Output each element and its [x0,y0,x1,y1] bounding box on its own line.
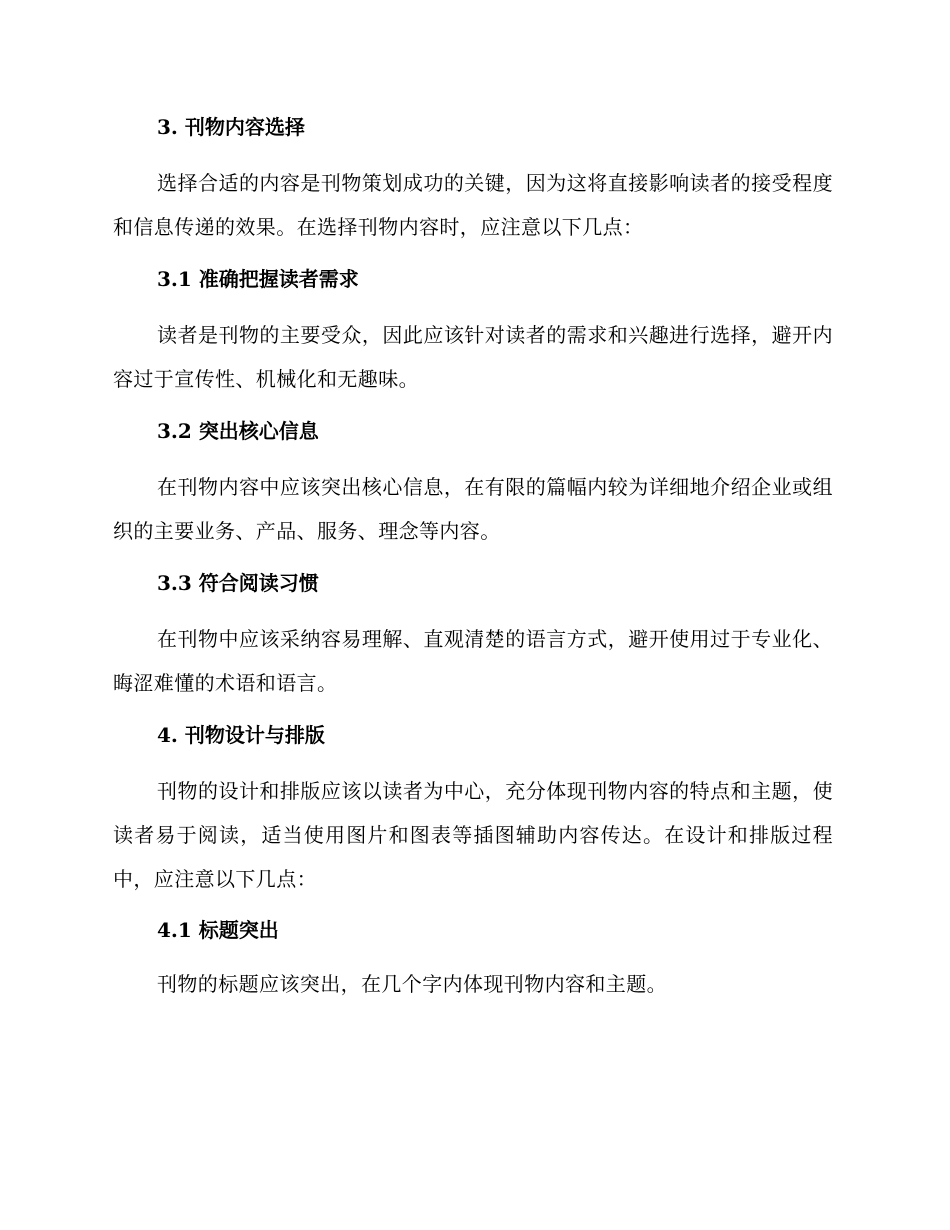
section-paragraph: 选择合适的内容是刊物策划成功的关键，因为这将直接影响读者的接受程度和信息传递的效果。在选择刊物内容时，应注意以下几点： [113,171,833,239]
section-heading: 3.3 符合阅读习惯 [157,571,319,595]
section-paragraph: 刊物的标题应该突出，在几个字内体现刊物内容和主题。 [157,972,667,996]
section-paragraph: 在刊物中应该采纳容易理解、直观清楚的语言方式，避开使用过于专业化、晦涩难懂的术语和语言。 [113,627,833,695]
section-heading: 4.1 标题突出 [157,918,279,942]
section-paragraph: 刊物的设计和排版应该以读者为中心，充分体现刊物内容的特点和主题，使读者易于阅读，适当使用图片和图表等插图辅助内容传达。在设计和排版过程中，应注意以下几点： [113,779,833,891]
section-heading: 3.2 突出核心信息 [157,419,319,443]
section-heading: 4. 刊物设计与排版 [157,723,325,747]
section-heading: 3.1 准确把握读者需求 [157,267,359,291]
section-paragraph: 在刊物内容中应该突出核心信息，在有限的篇幅内较为详细地介绍企业或组织的主要业务、产品、服务、理念等内容。 [113,475,833,543]
section-heading: 3. 刊物内容选择 [157,115,305,139]
section-paragraph: 读者是刊物的主要受众，因此应该针对读者的需求和兴趣进行选择，避开内容过于宣传性、机械化和无趣味。 [113,323,833,391]
